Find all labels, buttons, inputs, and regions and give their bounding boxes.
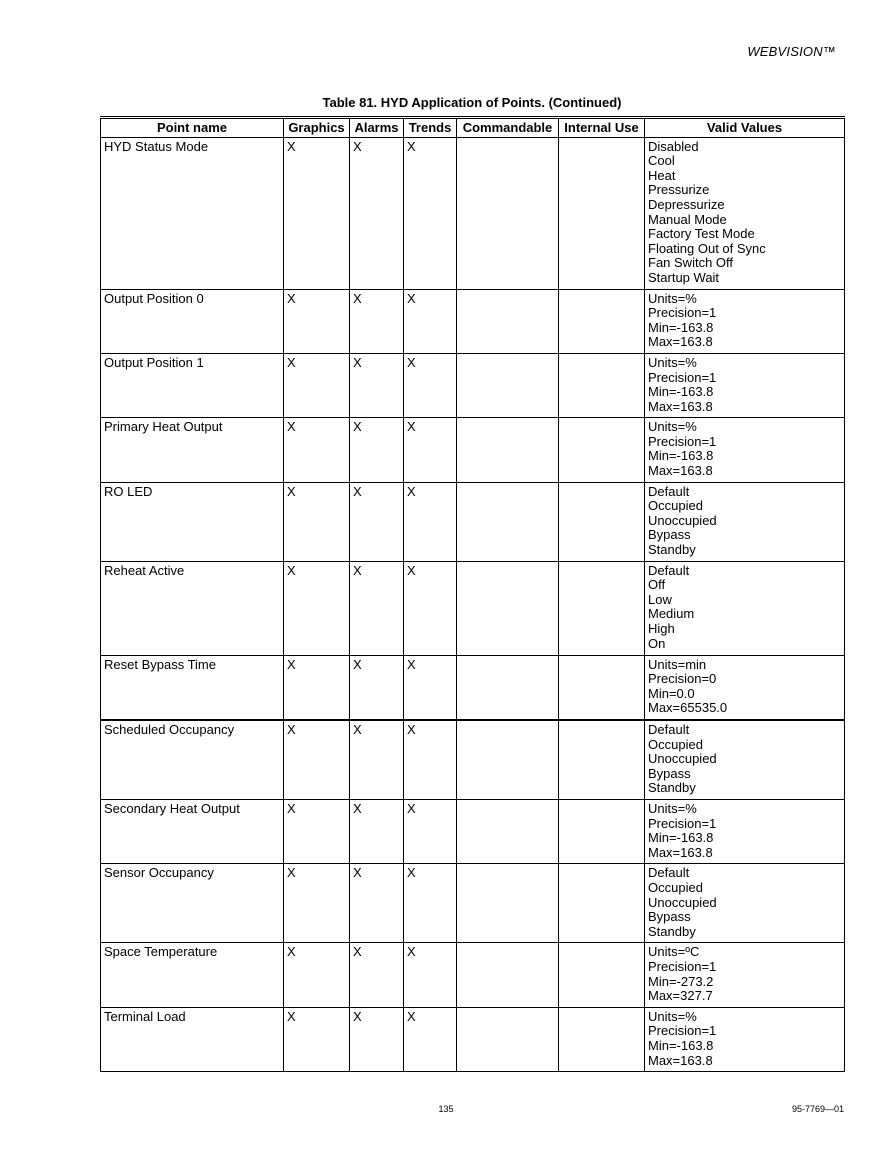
alarms-cell: X — [350, 943, 404, 1007]
graphics-cell: X — [284, 655, 350, 720]
valid-values-cell — [645, 1007, 845, 1071]
valid-value-item: Factory Test Mode — [648, 226, 755, 242]
valid-value-item: Disabled — [648, 138, 699, 154]
internal-use-cell — [559, 353, 645, 417]
commandable-cell — [457, 800, 559, 864]
point-name-cell: Output Position 0 — [101, 289, 284, 353]
valid-value-item: Units=% — [648, 419, 697, 435]
valid-value-item: Max=163.8 — [648, 398, 713, 414]
valid-values-cell — [645, 289, 845, 353]
valid-value-item: Bypass — [648, 527, 691, 543]
valid-value-item: Units=ºC — [648, 944, 700, 960]
graphics-cell: X — [284, 943, 350, 1007]
internal-use-cell — [559, 943, 645, 1007]
trends-cell: X — [404, 353, 457, 417]
valid-values-cell — [645, 418, 845, 482]
valid-value-item: Min=-163.8 — [648, 1037, 714, 1053]
trends-cell: X — [404, 720, 457, 799]
valid-value-item: Occupied — [648, 879, 703, 895]
col-header-point-name: Point name — [101, 118, 284, 138]
alarms-cell: X — [350, 864, 404, 943]
valid-value-item: Standby — [648, 542, 696, 558]
valid-value-item: Low — [648, 591, 672, 607]
valid-value-item: Bypass — [648, 909, 691, 925]
alarms-cell: X — [350, 800, 404, 864]
table-row — [101, 289, 845, 353]
valid-values-cell — [645, 800, 845, 864]
alarms-cell: X — [350, 353, 404, 417]
valid-value-item: Default — [648, 483, 690, 499]
valid-value-item: Medium — [648, 606, 695, 622]
valid-value-item: Max=163.8 — [648, 334, 713, 350]
header-brand: WEBVISION™ — [747, 44, 836, 59]
trends-cell: X — [404, 800, 457, 864]
valid-value-item: Occupied — [648, 736, 703, 752]
valid-value-item: Occupied — [648, 498, 703, 514]
document-number: 95-7769—01 — [791, 1104, 844, 1114]
valid-values-cell — [645, 655, 845, 720]
col-header-alarms: Alarms — [350, 118, 404, 138]
col-header-graphics: Graphics — [284, 118, 350, 138]
point-name-cell: RO LED — [101, 482, 284, 561]
valid-value-item: Units=min — [648, 656, 707, 672]
trends-cell: X — [404, 943, 457, 1007]
valid-value-item: Off — [648, 577, 666, 593]
valid-value-item: Heat — [648, 167, 676, 183]
internal-use-cell — [559, 418, 645, 482]
table-caption: Table 81. HYD Application of Points. (Continued) — [322, 95, 622, 110]
point-name-cell: Terminal Load — [101, 1007, 284, 1071]
point-name-cell: Scheduled Occupancy — [101, 720, 284, 799]
internal-use-cell — [559, 655, 645, 720]
graphics-cell: X — [284, 1007, 350, 1071]
internal-use-cell — [559, 1007, 645, 1071]
alarms-cell: X — [350, 561, 404, 655]
internal-use-cell — [559, 720, 645, 799]
table-row — [101, 1007, 845, 1071]
internal-use-cell — [559, 137, 645, 289]
valid-value-item: Max=163.8 — [648, 844, 713, 860]
point-name-cell: Reset Bypass Time — [101, 655, 284, 720]
valid-values-cell — [645, 482, 845, 561]
alarms-cell: X — [350, 137, 404, 289]
table-row — [101, 482, 845, 561]
valid-value-item: Min=-163.8 — [648, 448, 714, 464]
commandable-cell — [457, 353, 559, 417]
trends-cell: X — [404, 655, 457, 720]
valid-value-item: Units=% — [648, 354, 697, 370]
graphics-cell: X — [284, 137, 350, 289]
valid-value-item: Precision=1 — [648, 815, 717, 831]
internal-use-cell — [559, 800, 645, 864]
valid-values-cell — [645, 137, 845, 289]
table-row — [101, 137, 845, 289]
graphics-cell: X — [284, 353, 350, 417]
valid-value-item: Precision=1 — [648, 1023, 717, 1039]
valid-value-item: Max=163.8 — [648, 463, 713, 479]
valid-value-item: Standby — [648, 923, 696, 939]
col-header-trends: Trends — [404, 118, 457, 138]
valid-value-item: Max=65535.0 — [648, 700, 728, 716]
points-table — [100, 116, 845, 1072]
alarms-cell: X — [350, 655, 404, 720]
valid-value-item: Unoccupied — [648, 512, 717, 528]
page-number: 135 — [438, 1104, 454, 1114]
internal-use-cell — [559, 864, 645, 943]
valid-value-item: Cool — [648, 153, 675, 169]
col-header-internal-use: Internal Use — [559, 118, 645, 138]
alarms-cell: X — [350, 482, 404, 561]
commandable-cell — [457, 720, 559, 799]
commandable-cell — [457, 864, 559, 943]
valid-value-item: Default — [648, 865, 690, 881]
valid-value-item: Precision=1 — [648, 433, 717, 449]
point-name-cell: Secondary Heat Output — [101, 800, 284, 864]
table-body — [101, 137, 845, 1072]
table-row — [101, 418, 845, 482]
trends-cell: X — [404, 864, 457, 943]
internal-use-cell — [559, 561, 645, 655]
valid-value-item: Default — [648, 562, 690, 578]
trends-cell: X — [404, 418, 457, 482]
alarms-cell: X — [350, 418, 404, 482]
trends-cell: X — [404, 482, 457, 561]
table-row — [101, 655, 845, 720]
valid-value-item: Min=-163.8 — [648, 384, 714, 400]
valid-value-item: Units=% — [648, 801, 697, 816]
table-header-row — [101, 118, 845, 138]
valid-value-item: Precision=0 — [648, 671, 717, 687]
point-name-cell: Reheat Active — [101, 561, 284, 655]
graphics-cell: X — [284, 418, 350, 482]
valid-value-item: Depressurize — [648, 196, 725, 212]
valid-value-item: Fan Switch Off — [648, 255, 734, 271]
commandable-cell — [457, 418, 559, 482]
graphics-cell: X — [284, 289, 350, 353]
commandable-cell — [457, 137, 559, 289]
valid-value-item: Min=-273.2 — [648, 973, 714, 989]
valid-value-item: Pressurize — [648, 182, 710, 198]
trends-cell: X — [404, 1007, 457, 1071]
table-row — [101, 353, 845, 417]
alarms-cell: X — [350, 1007, 404, 1071]
valid-value-item: Standby — [648, 780, 696, 796]
alarms-cell: X — [350, 289, 404, 353]
valid-value-item: Precision=1 — [648, 305, 717, 321]
valid-values-cell — [645, 353, 845, 417]
valid-value-item: Units=% — [648, 290, 697, 306]
valid-value-item: Default — [648, 722, 690, 738]
valid-values-cell — [645, 720, 845, 799]
point-name-cell: Sensor Occupancy — [101, 864, 284, 943]
internal-use-cell — [559, 482, 645, 561]
point-name-cell: Primary Heat Output — [101, 418, 284, 482]
valid-value-item: On — [648, 635, 666, 651]
commandable-cell — [457, 1007, 559, 1071]
commandable-cell — [457, 289, 559, 353]
commandable-cell — [457, 655, 559, 720]
graphics-cell: X — [284, 561, 350, 655]
valid-value-item: Min=-163.8 — [648, 830, 714, 846]
col-header-commandable: Commandable — [457, 118, 559, 138]
valid-value-item: Startup Wait — [648, 269, 720, 285]
graphics-cell: X — [284, 864, 350, 943]
point-name-cell: Output Position 1 — [101, 353, 284, 417]
valid-value-item: Manual Mode — [648, 211, 727, 227]
graphics-cell: X — [284, 720, 350, 799]
trends-cell: X — [404, 561, 457, 655]
table-row — [101, 720, 845, 799]
col-header-valid-values: Valid Values — [645, 118, 845, 138]
valid-value-item: Min=-163.8 — [648, 319, 714, 335]
trends-cell: X — [404, 289, 457, 353]
valid-value-item: Units=% — [648, 1008, 697, 1024]
valid-value-item: Precision=1 — [648, 958, 717, 974]
valid-value-item: High — [648, 621, 675, 637]
graphics-cell: X — [284, 800, 350, 864]
valid-value-item: Max=163.8 — [648, 1052, 713, 1068]
table-row — [101, 561, 845, 655]
valid-value-item: Floating Out of Sync — [648, 240, 766, 256]
table-row — [101, 943, 845, 1007]
valid-values-cell — [645, 864, 845, 943]
table-row — [101, 864, 845, 943]
valid-value-item: Max=327.7 — [648, 988, 713, 1004]
internal-use-cell — [559, 289, 645, 353]
commandable-cell — [457, 943, 559, 1007]
table-row — [101, 800, 845, 864]
valid-value-item: Bypass — [648, 765, 691, 781]
valid-value-item: Unoccupied — [648, 894, 717, 910]
commandable-cell — [457, 482, 559, 561]
point-name-cell: HYD Status Mode — [101, 137, 284, 289]
valid-values-cell — [645, 561, 845, 655]
graphics-cell: X — [284, 482, 350, 561]
valid-value-item: Unoccupied — [648, 751, 717, 767]
valid-value-item: Precision=1 — [648, 369, 717, 385]
valid-value-item: Min=0.0 — [648, 685, 695, 701]
alarms-cell: X — [350, 720, 404, 799]
commandable-cell — [457, 561, 559, 655]
valid-values-cell — [645, 943, 845, 1007]
trends-cell: X — [404, 137, 457, 289]
point-name-cell: Space Temperature — [101, 943, 284, 1007]
